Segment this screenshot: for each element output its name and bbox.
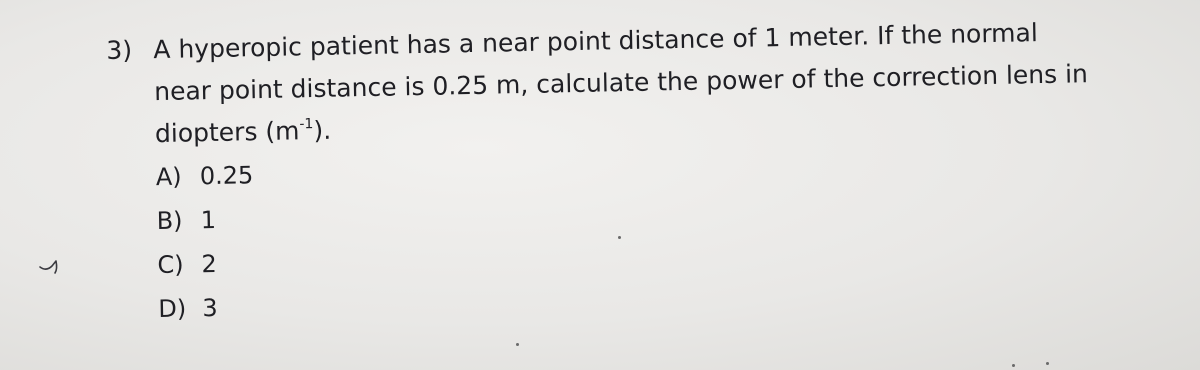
choice-value: 0.25 <box>199 161 254 191</box>
paper-speck <box>1012 364 1015 367</box>
paper-speck <box>618 236 621 239</box>
choice-value: 3 <box>202 293 218 323</box>
choice-value: 2 <box>201 249 218 279</box>
choice-letter: C) <box>157 250 184 280</box>
choice-letter: D) <box>158 294 187 324</box>
pen-mark-icon <box>38 258 62 276</box>
paper-speck <box>516 343 519 346</box>
choice-value: 1 <box>200 205 217 235</box>
question-number: 3) <box>106 35 133 65</box>
paper-speck <box>1046 362 1049 365</box>
question-text-line-1: A hyperopic patient has a near point distance of 1 meter. If the normal <box>153 18 1039 65</box>
question-text-line-3: diopters (m <box>154 116 300 149</box>
unit-exponent: -1 <box>299 116 314 133</box>
choice-letter: A) <box>155 162 182 192</box>
question-text-line-3-end: ). <box>313 115 332 146</box>
choice-letter: B) <box>156 206 183 236</box>
answer-choices <box>108 137 1111 332</box>
question-text-line-2: near point distance is 0.25 m, calculate the power of the correction lens in <box>153 59 1089 107</box>
question-block <box>106 11 1112 332</box>
